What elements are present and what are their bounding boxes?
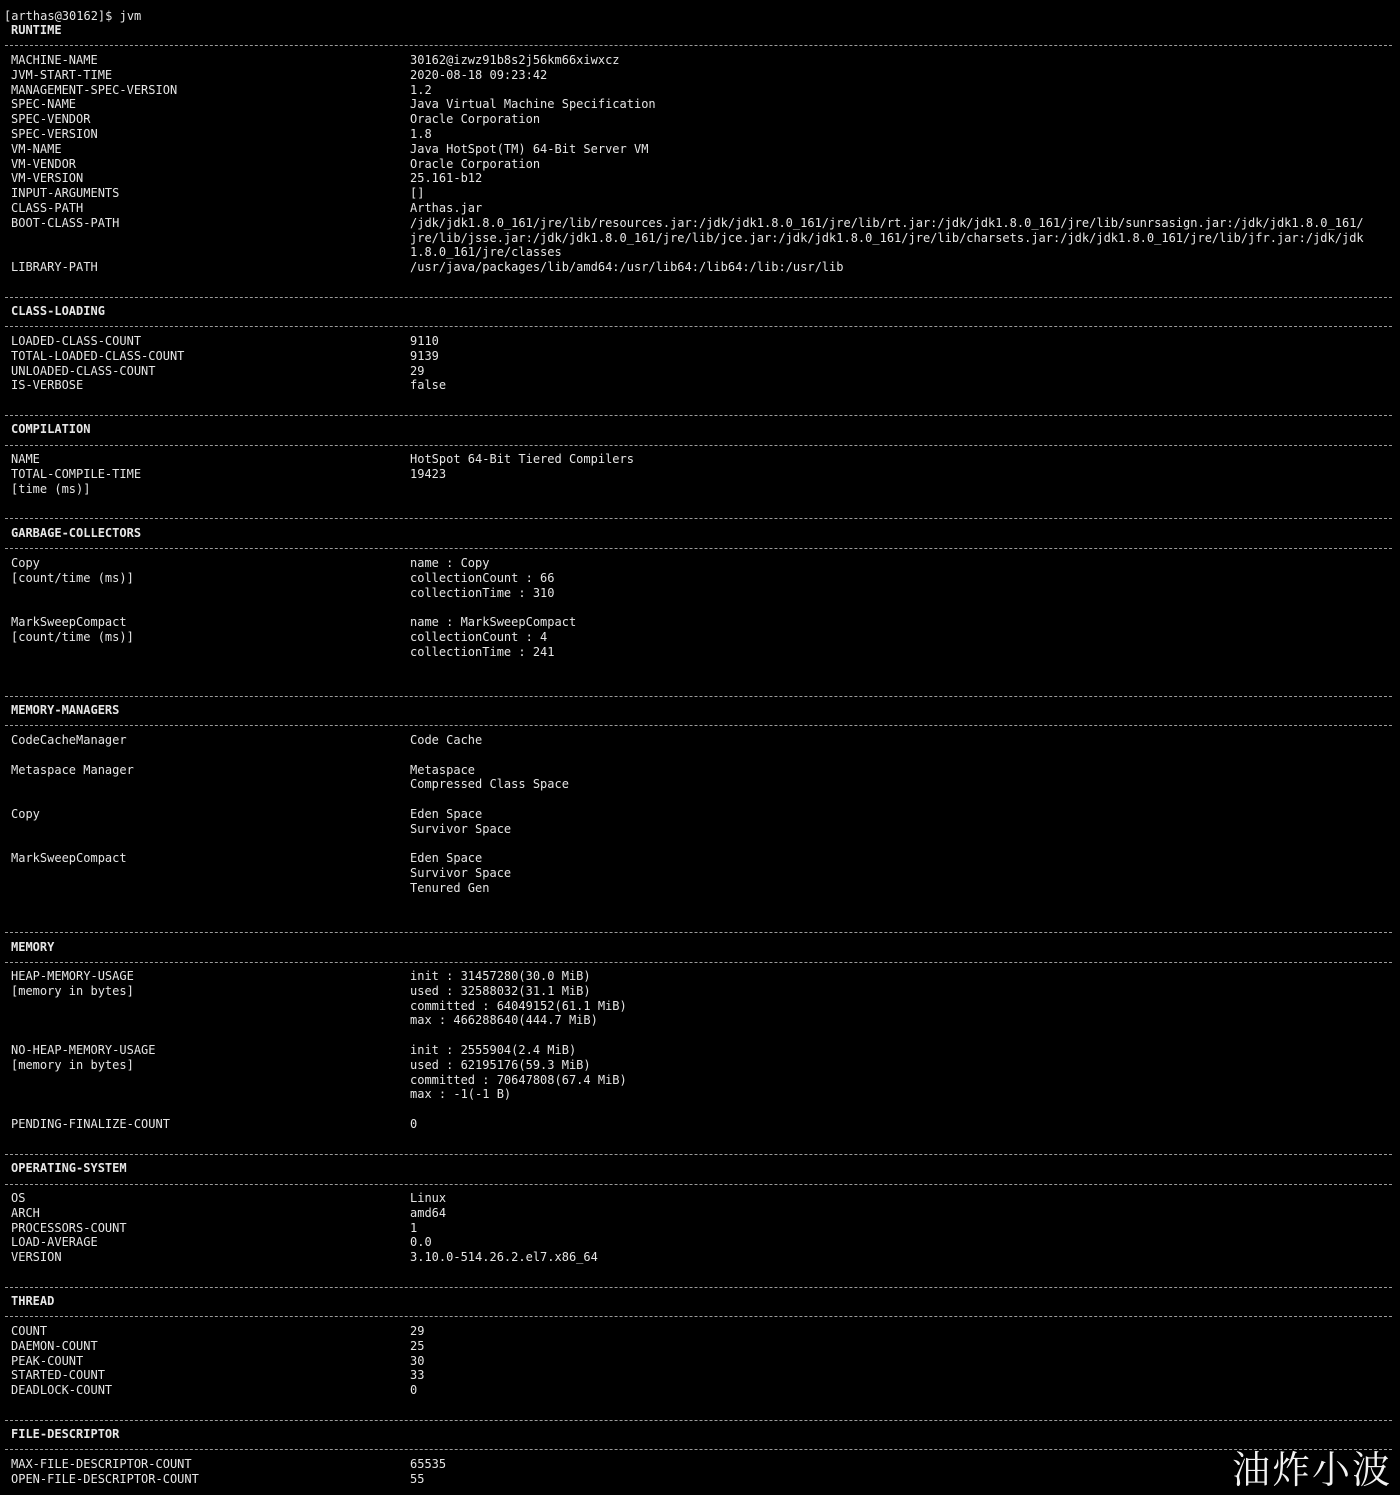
section-keys-class-loading: LOADED-CLASS-COUNT TOTAL-LOADED-CLASS-COUNT UNLOADED-CLASS-COUNT IS-VERBOSE [11, 334, 185, 393]
divider [5, 1154, 1392, 1155]
watermark: 油炸小波 [1231, 1448, 1392, 1492]
divider [5, 45, 1392, 46]
divider [5, 1449, 1392, 1450]
section-title-garbage-collectors: GARBAGE-COLLECTORS [11, 526, 142, 540]
divider [5, 445, 1392, 446]
section-keys-memory: HEAP-MEMORY-USAGE [memory in bytes] NO-HEAP-MEMORY-USAGE [memory in bytes] PENDING-FINALIZE-COUNT [11, 969, 170, 1131]
divider [5, 518, 1392, 519]
divider [5, 962, 1392, 963]
section-values-thread: 29 25 30 33 0 [410, 1324, 425, 1398]
section-title-class-loading: CLASS-LOADING [11, 304, 105, 318]
divider [5, 932, 1392, 933]
section-keys-operating-system: OS ARCH PROCESSORS-COUNT LOAD-AVERAGE VERSION [11, 1191, 127, 1265]
divider [5, 696, 1392, 697]
section-values-operating-system: Linux amd64 1 0.0 3.10.0-514.26.2.el7.x86_64 [410, 1191, 598, 1265]
section-keys-garbage-collectors: Copy [count/time (ms)] MarkSweepCompact [count/time (ms)] [11, 556, 134, 644]
command-prompt: [arthas@30162]$ jvm [4, 9, 142, 23]
divider [5, 1316, 1392, 1317]
divider [5, 1287, 1392, 1288]
section-title-operating-system: OPERATING-SYSTEM [11, 1161, 127, 1175]
section-title-compilation: COMPILATION [11, 422, 91, 436]
section-keys-file-descriptor: MAX-FILE-DESCRIPTOR-COUNT OPEN-FILE-DESCRIPTOR-COUNT [11, 1457, 199, 1486]
divider [5, 1420, 1392, 1421]
section-title-memory: MEMORY [11, 940, 55, 954]
section-values-file-descriptor: 65535 55 [410, 1457, 447, 1486]
section-title-file-descriptor: FILE-DESCRIPTOR [11, 1427, 120, 1441]
divider [5, 548, 1392, 549]
section-values-class-loading: 9110 9139 29 false [410, 334, 447, 393]
divider [5, 1184, 1392, 1185]
section-title-memory-managers: MEMORY-MANAGERS [11, 703, 120, 717]
section-title-thread: THREAD [11, 1294, 55, 1308]
divider [5, 415, 1392, 416]
section-values-memory-managers: Code Cache Metaspace Compressed Class Space Eden Space Survivor Space Eden Space Survivor Space Tenured Gen [410, 733, 569, 895]
divider [5, 326, 1392, 327]
divider [5, 725, 1392, 726]
section-keys-memory-managers: CodeCacheManager Metaspace Manager Copy MarkSweepCompact [11, 733, 134, 866]
section-values-memory: init : 31457280(30.0 MiB) used : 32588032(31.1 MiB) committed : 64049152(61.1 MiB) max : 466288640(444.7 MiB) init : 2555904(2.4 MiB) used : 62195176(59.3 MiB) committed : 70647808(67.4 MiB) max : -1(-1 B) 0 [410, 969, 627, 1131]
section-keys-runtime: MACHINE-NAME JVM-START-TIME MANAGEMENT-SPEC-VERSION SPEC-NAME SPEC-VENDOR SPEC-VERSION VM-NAME VM-VENDOR VM-VERSION INPUT-ARGUMENTS CLASS-PATH BOOT-CLASS-PATH LIBRARY-PATH [11, 53, 178, 275]
divider [5, 297, 1392, 298]
section-values-garbage-collectors: name : Copy collectionCount : 66 collectionTime : 310 name : MarkSweepCompact collectionCount : 4 collectionTime : 241 [410, 556, 577, 659]
section-values-compilation: HotSpot 64-Bit Tiered Compilers 19423 [410, 452, 634, 481]
section-title-runtime: RUNTIME [11, 23, 62, 37]
section-keys-compilation: NAME TOTAL-COMPILE-TIME [time (ms)] [11, 452, 142, 496]
section-values-runtime: 30162@izwz91b8s2j56km66xiwxcz 2020-08-18 09:23:42 1.2 Java Virtual Machine Specification Oracle Corporation 1.8 Java HotSpot(TM) 64-Bit Server VM Oracle Corporation 25.161-b12 [] Arthas.jar /jdk/jdk1.8.0_161/jre/lib/resources.jar:/jdk/jdk1.8.0_161/jre/lib/rt.jar:/jdk/jdk1.8.0_161/jre/lib/sunrsasign.jar:/jdk/jdk1.8.0_161/ jre/lib/jsse.jar:/jdk/jdk1.8.0_161/jre/lib/jce.jar:/jdk/jdk1.8.0_161/jre/lib/charsets.jar:/jdk/jdk1.8.0_161/jre/lib/jfr.jar:/jdk/jdk 1.8.0_161/jre/classes /usr/java/packages/lib/amd64:/usr/lib64:/lib64:/lib:/usr/lib [410, 53, 1364, 275]
section-keys-thread: COUNT DAEMON-COUNT PEAK-COUNT STARTED-COUNT DEADLOCK-COUNT [11, 1324, 113, 1398]
